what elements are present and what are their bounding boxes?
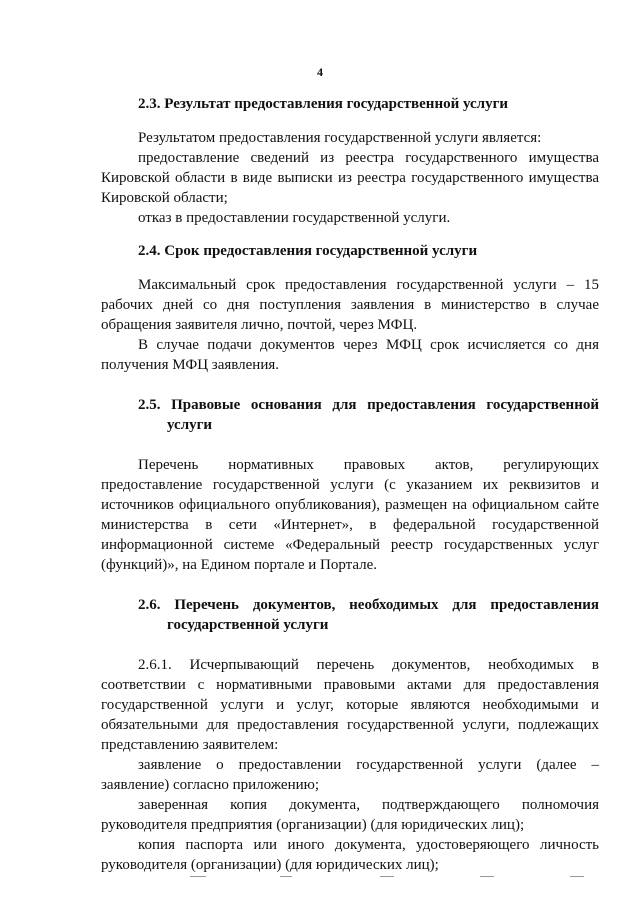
section-heading: 2.5. Правовые основания для предоставления государственной услуги: [138, 397, 599, 433]
section-heading: 2.4. Срок предоставления государственной услуги: [138, 243, 478, 259]
paragraph: В случае подачи документов через МФЦ срок исчисляется со дня получения МФЦ заявления.: [101, 337, 599, 373]
section-2-3: [101, 94, 599, 228]
paragraph: заявление о предоставлении государственной услуги (далее – заявление) согласно приложению;: [101, 757, 599, 793]
paragraph: предоставление сведений из реестра государственного имущества Кировской области в виде выписки из реестра государственного имущества Кировской области;: [101, 150, 599, 206]
scan-mark: [570, 876, 584, 877]
paragraph: заверенная копия документа, подтверждающего полномочия руководителя предприятия (организации) (для юридических лиц);: [101, 797, 599, 833]
paragraph: отказ в предоставлении государственной услуги.: [138, 210, 451, 226]
paragraph: копия паспорта или иного документа, удостоверяющего личность руководителя (организации) (для юридических лиц);: [101, 837, 599, 873]
section-heading: 2.3. Результат предоставления государственной услуги: [138, 96, 509, 112]
page-number: 4: [317, 65, 323, 79]
section-2-6: [101, 595, 599, 875]
scan-marks: [0, 872, 640, 882]
paragraph: Перечень нормативных правовых актов, регулирующих предоставление государственной услуги (с указанием их реквизитов и источников официального опубликования), размещен на официальном сайте министерства в сети «Интернет», в федеральной государственной информационной системе «Федеральный реестр государственных услуг (функций)», на Едином портале и Портале.: [101, 457, 599, 573]
paragraph: Максимальный срок предоставления государственной услуги – 15 рабочих дней со дня поступления заявления в министерство в случае обращения заявителя лично, почтой, через МФЦ.: [101, 277, 599, 333]
paragraph: 2.6.1. Исчерпывающий перечень документов, необходимых в соответствии с нормативными правовыми актами для предоставления государственной услуги и услуг, которые являются необходимыми и обязательными для предоставления государственной услуги, подлежащих представлению заявителем:: [101, 657, 599, 753]
section-2-4: [101, 241, 599, 375]
document-body: [101, 94, 599, 875]
section-2-5: [101, 395, 599, 575]
scan-mark: [280, 876, 292, 877]
section-heading: 2.6. Перечень документов, необходимых для предоставления государственной услуги: [138, 597, 599, 633]
scan-mark: [190, 876, 206, 877]
paragraph: Результатом предоставления государственной услуги является:: [138, 130, 542, 146]
scan-mark: [480, 876, 494, 877]
scan-mark: [380, 876, 394, 877]
